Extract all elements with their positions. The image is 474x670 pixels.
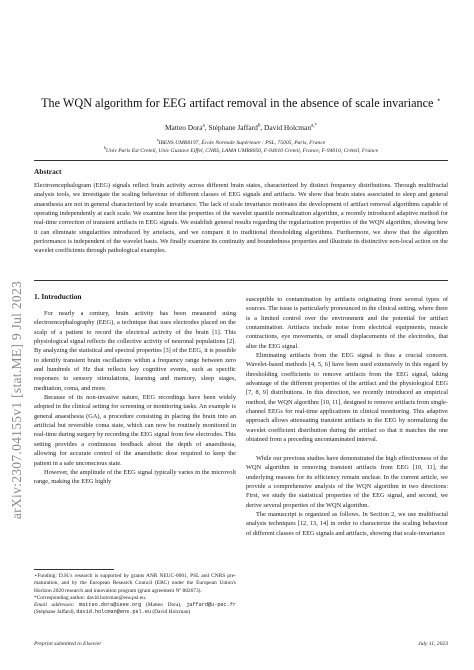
footnote-funding: ⋆Funding: D.H.'s research is supported by grants ANR NEUC-0001, PSL and CNRS pre-maturation, and by the European Research Council (ERC) under the European Union's Horizon 2020 research and innovation program (grant agreement Nº 882673). — [34, 573, 236, 594]
section-heading: 1. Introduction — [34, 292, 82, 301]
paragraph: The manuscript is organized as follows. In Section 2, we use multifractal analysis techniques [12, 13, 14] in order to characterize the scaling behaviour of different classes of EEG signals and artifacts, showing that scale-invariance — [246, 510, 448, 537]
email-label: Email addresses: — [34, 602, 75, 609]
affiliation-mark: a — [156, 137, 159, 142]
abstract-heading: Abstract — [34, 167, 62, 176]
abstract-text: Electroencephalogram (EEG) signals reflect brain activity across different brain states, characterized by distinct frequency distributions. Through multifractal analysis tools, we investigate the scaling behaviour of different classes of EEG signals and artifacts. We show that brain states associated to sleep and general anaesthesia are not in general characterized by scale invariance. The lack of scale invariance motivates the development of artifact removal algorithms capable of operating independently at each scale. We examine here the properties of the wavelet quantile normalization algorithm, a recently introduced adaptive method for real-time correction of transient artifacts in EEG signals. We establish general results regarding the regularization properties of the WQN algorithm, showing how it can eliminate singularities introduced by artefacts, and we compare it to traditional thresholding algorithms. Furthermore, we show that the algorithm performance is independent of the wavelet basis. We finally examine its continuity and boundedness properties and illustrate its distinctive non-local action on the wavelet coefficients through pathological examples. — [34, 182, 448, 255]
author-name: Stéphane Jaffard — [208, 123, 258, 132]
paragraph: For nearly a century, brain activity has been measured using electroencephalography (EEG), a technique that uses electrodes placed on the scalp of a patient to record the electrical activity of the brain [1]. This physiological signal reflects the collective activity of neuronal populations [2]. By analyzing the statistical and spectral properties [3] of the EEG, it is possible to identify transient brain oscillations within a frequency range between zero and hundreds of Hz that reflects key cognitive events, such as specific responses to sensory stimulations, learning and memory, sleep stages, meditation, coma, and more. — [34, 310, 236, 392]
left-column — [34, 309, 236, 487]
email-link[interactable]: matteo.dora@ieee.org — [79, 602, 142, 609]
author-affil-mark: a,* — [311, 123, 317, 129]
author-name: David Holcman — [264, 123, 312, 132]
affiliation-mark: b — [103, 145, 106, 150]
author-list: Matteo Dora$^a$, Stéphane Jaffard$^b$, David Holcman$^{a,*}$ — [164, 123, 317, 132]
affiliation — [34, 145, 448, 154]
author-affil-mark: b — [257, 123, 261, 129]
email-link[interactable]: jaffard@u-pec.fr — [186, 602, 236, 609]
footer-preprint: Preprint submitted to Elsevier — [34, 641, 102, 647]
paragraph: However, the amplitude of the EEG signal typically varies in the microvolt range, making the EEG highly — [34, 468, 236, 486]
paper-title — [34, 96, 448, 111]
arxiv-id: arXiv:2307.04155v1 [stat.ME] 9 Jul 2023 — [9, 280, 24, 520]
footnote-divider — [34, 569, 114, 570]
author-name: Matteo Dora — [164, 123, 203, 132]
email-owner: (Stéphane Jaffard), — [34, 609, 75, 616]
divider-bottom — [34, 280, 448, 281]
paragraph: susceptible to contamination by artifacts originating from several types of sources. The issue is particularly pronounced in the clinical setting, where there is a limited control over the environment and the potential for artifact contamination. Artifacts include noise from electrical equipments, muscle contractions, eye movements, or small displacements of the electrodes, that alter the EEG signal. — [246, 296, 448, 350]
author-affil-mark: a — [202, 123, 205, 129]
title-text: The WQN algorithm for EEG artifact removal in the absence of scale invariance — [41, 96, 434, 111]
arxiv-watermark — [2, 250, 32, 550]
paragraph: Because of its non-invasive nature, EEG recordings have been widely adopted in the clinical setting for screening or monitoring tasks. An example is general anaesthesia (GA), a procedure consisting in placing the brain into an artificial but reversible coma state, which can now be routinely monitored in real-time during surgery by recording the EEG signal from few electrodes. This setting provides a continuous feedback about the depth of anaesthesia, allowing for accurate control of the anaesthetic dose required to keep the patient in a safe unconscious state. — [34, 394, 236, 467]
paragraph: Eliminating artifacts from the EEG signal is thus a crucial concern. Wavelet-based methods [4, 5, 6] have been used extensively in this regard by thresholding coefficients to remove artifacts from the EEG signal, taking advantage of the different properties of the artifact and the physiological EEG [7, 8, 9] distributions. In this direction, we recently introduced an empirical method, the WQN algorithm [10, 11], designed to remove artifacts from single-channel EEGs for real-time applications in clinical monitoring. This adaptive approach allows attenuating transient artifacts in the EEG by normalizing the wavelet coefficient distribution during the artifact so that it matches the one obtained from a preceding uncontaminated interval. — [246, 352, 448, 444]
footnote-emails — [34, 602, 236, 617]
footnote-corresponding: *Corresponding author: david.holcman@ens.psl.eu. — [34, 594, 147, 601]
affiliation-text: IBENS UMR8197, École Normale Supérieure : PSL, 75005, Paris, France — [158, 139, 326, 146]
footer-date: July 11, 2023 — [418, 641, 448, 647]
email-owner: (David Holcman) — [152, 609, 191, 616]
divider-top — [34, 160, 448, 161]
paragraph: While our previous studies have demonstrated the high effectiveness of the WQN algorithm in removing transient artifacts from EEG [10, 11], the underlying reasons for its efficiency remain unclear. In the current article, we provide a comprehensive analysis of the WQN algorithm in two directions: First, we study the statistical properties of the EEG signal, and second, we derive several properties of the WQN algorithm. — [246, 454, 448, 509]
affiliation-text: Univ Paris Est Creteil, Univ Gustave Eiffel, CNRS, LAMA UMR8050, F-94010 Creteil, France, F-94010, Créteil, France — [105, 147, 379, 154]
email-link[interactable]: david.holcman@ens.psl.eu — [76, 609, 151, 616]
email-owner: (Matteo Dora), — [145, 602, 182, 609]
right-column — [246, 295, 448, 538]
footnotes — [34, 573, 236, 617]
title-footnote-mark: ⋆ — [436, 96, 441, 104]
